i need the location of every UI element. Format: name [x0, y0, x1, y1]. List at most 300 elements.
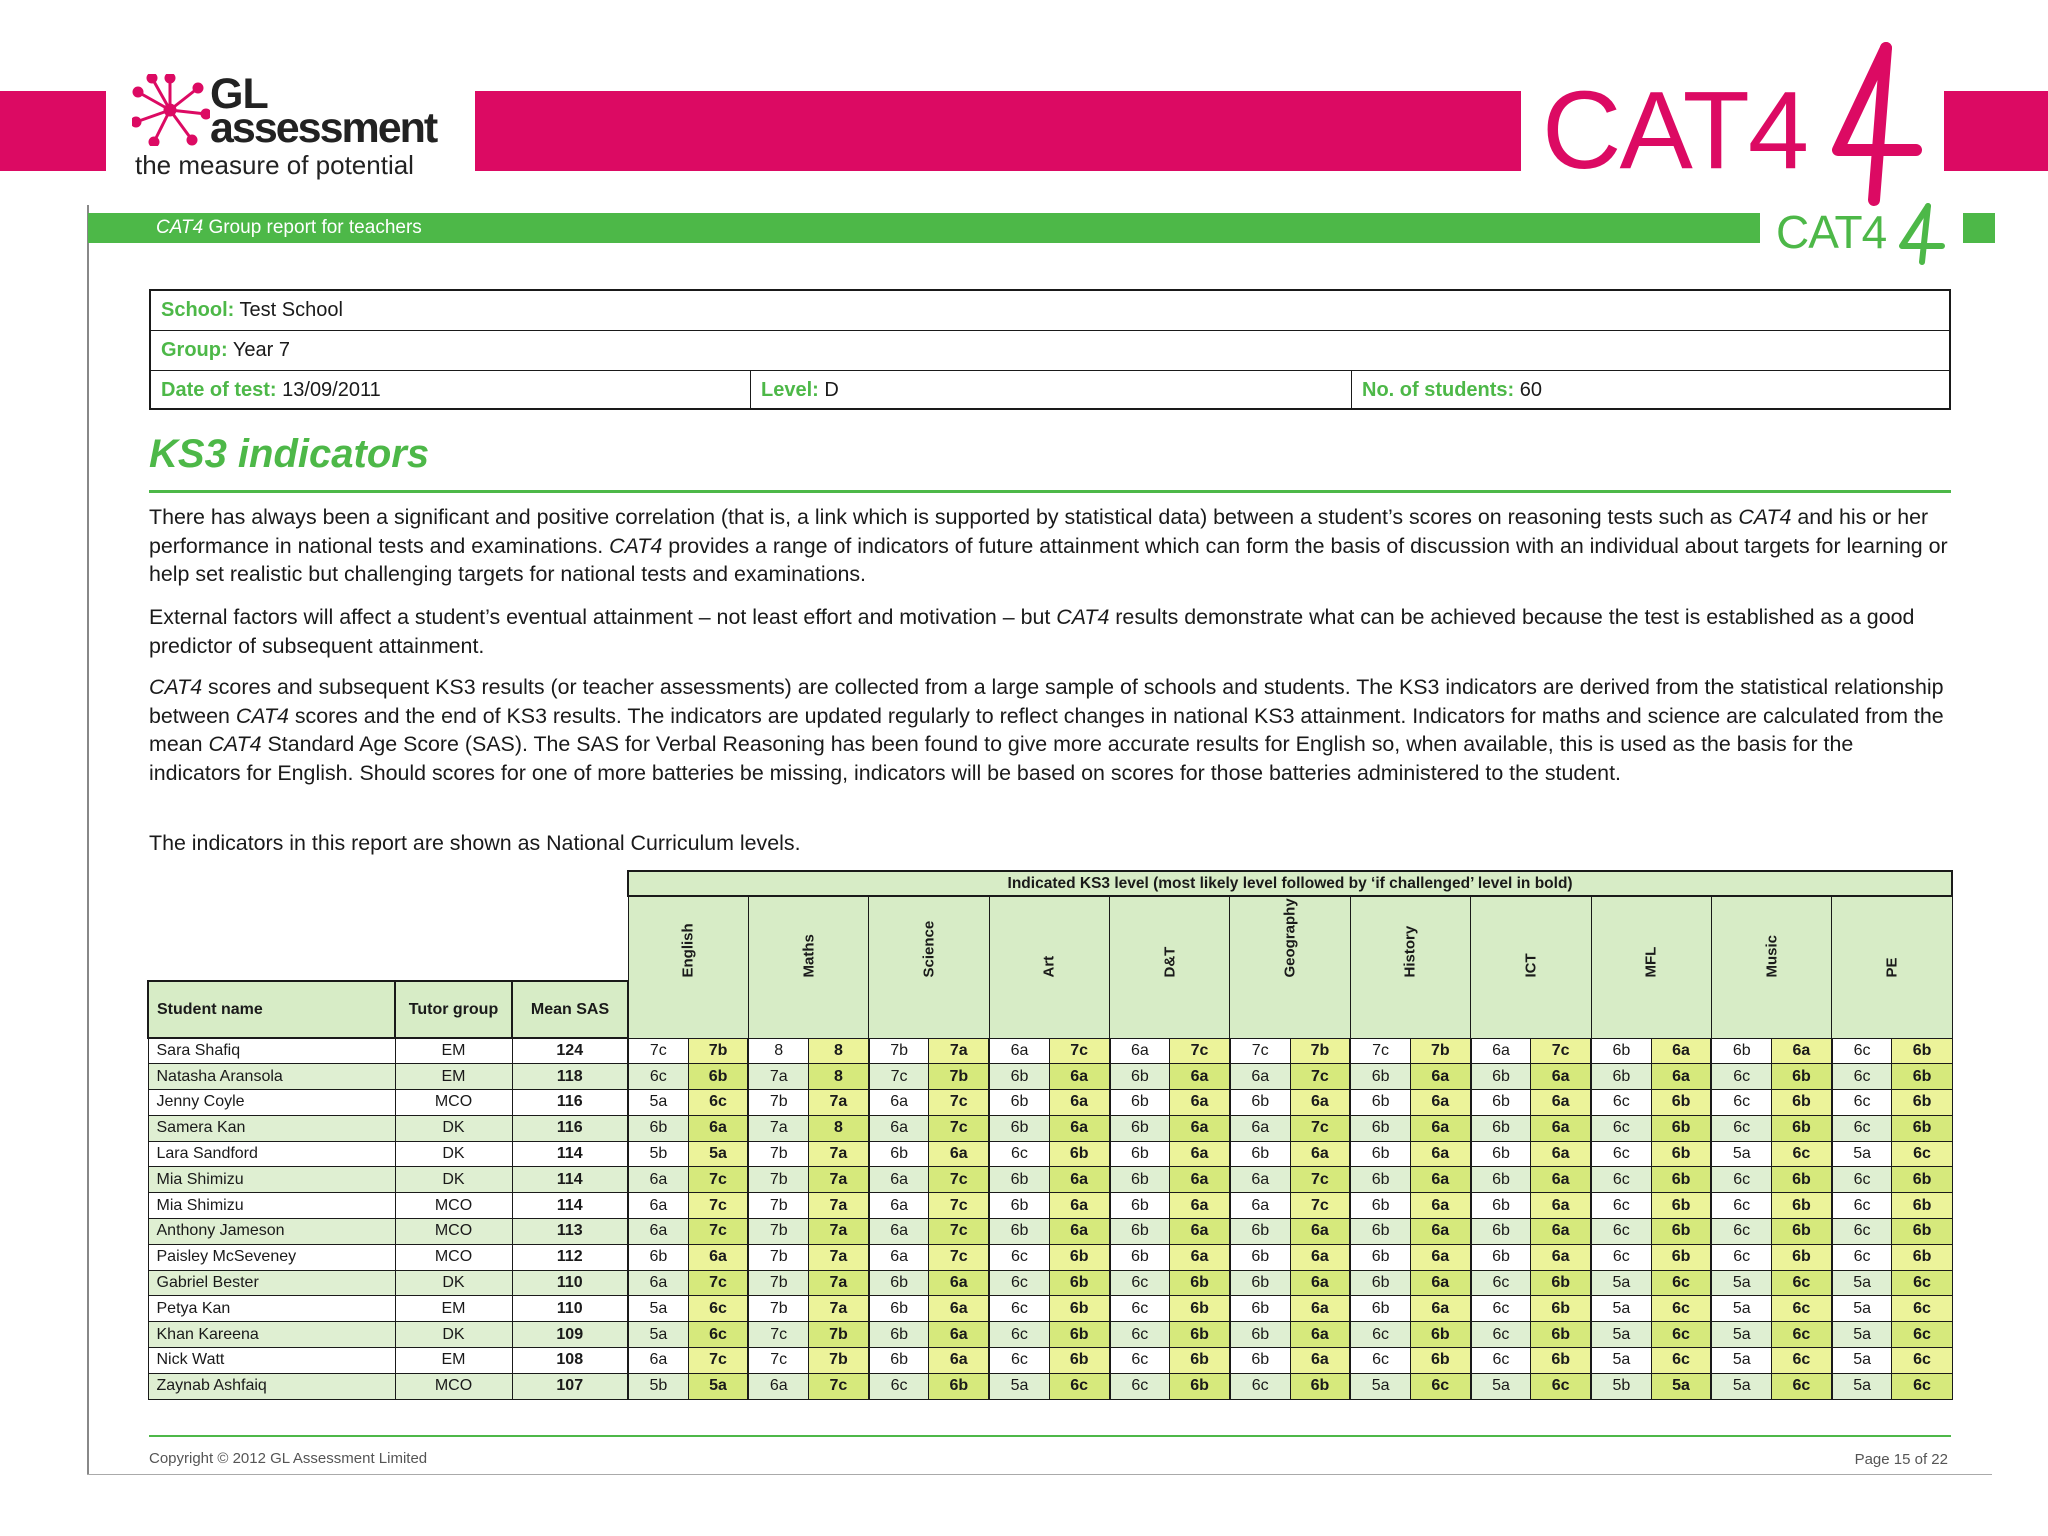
subject-label: Science: [920, 920, 938, 978]
table-row: [148, 1296, 1952, 1322]
likely-level-cell: 6c: [1832, 1115, 1892, 1141]
challenged-level-cell: 6a: [1290, 1090, 1350, 1116]
cat4-logo-small-text: CAT4: [1776, 206, 1887, 258]
tutor-group-cell: MCO: [395, 1193, 512, 1219]
school-info-box: [149, 289, 1951, 410]
likely-level-cell: 6a: [869, 1193, 929, 1219]
challenged-level-cell: 6b: [1892, 1090, 1952, 1116]
likely-level-cell: 6c: [1711, 1064, 1771, 1090]
challenged-level-cell: 6c: [1772, 1348, 1832, 1374]
table-row: [148, 1193, 1952, 1219]
likely-level-cell: 6c: [1230, 1373, 1290, 1399]
likely-level-cell: 7b: [748, 1244, 808, 1270]
challenged-level-cell: 7c: [688, 1270, 748, 1296]
challenged-level-cell: 6b: [1651, 1219, 1711, 1245]
challenged-level-cell: 6b: [1892, 1115, 1952, 1141]
challenged-level-cell: 6b: [1531, 1348, 1591, 1374]
challenged-level-cell: 6a: [1290, 1270, 1350, 1296]
table-row: [148, 1167, 1952, 1193]
likely-level-cell: 6c: [1832, 1244, 1892, 1270]
challenged-level-cell: 6a: [1290, 1348, 1350, 1374]
likely-level-cell: 6b: [1110, 1193, 1170, 1219]
likely-level-cell: 6b: [869, 1322, 929, 1348]
p1-text-e: provides a range of indicators of future attainment which can form the basis of discussion with an individual about targets for learning or help set realistic but challenging targets for national tests and examinations.: [149, 533, 1948, 586]
group-label: Group:: [161, 339, 228, 361]
likely-level-cell: 6b: [1230, 1322, 1290, 1348]
challenged-level-cell: 6b: [1651, 1244, 1711, 1270]
challenged-level-cell: 6a: [1410, 1270, 1470, 1296]
likely-level-cell: 6c: [989, 1322, 1049, 1348]
students-label: No. of students:: [1362, 379, 1515, 401]
challenged-level-cell: 6a: [1049, 1193, 1109, 1219]
p1-text-c: and his or her performance in national tests and examinations.: [149, 505, 1929, 558]
challenged-level-cell: 6a: [1049, 1090, 1109, 1116]
likely-level-cell: 6c: [1110, 1322, 1170, 1348]
challenged-level-cell: 6a: [1049, 1219, 1109, 1245]
challenged-level-cell: 6b: [1410, 1348, 1470, 1374]
likely-level-cell: 5a: [628, 1090, 688, 1116]
challenged-level-cell: 6a: [1410, 1167, 1470, 1193]
likely-level-cell: 6a: [748, 1373, 808, 1399]
challenged-level-cell: 6a: [1531, 1115, 1591, 1141]
challenged-level-cell: 6a: [1049, 1064, 1109, 1090]
challenged-level-cell: 7a: [809, 1219, 869, 1245]
challenged-level-cell: 6c: [1772, 1322, 1832, 1348]
likely-level-cell: 6c: [1711, 1193, 1771, 1219]
level-label: Level:: [761, 379, 819, 401]
student-name-cell: Natasha Aransola: [148, 1064, 395, 1090]
likely-level-cell: 6b: [1711, 1038, 1771, 1064]
challenged-level-cell: 6a: [929, 1141, 989, 1167]
likely-level-cell: 5a: [1591, 1322, 1651, 1348]
likely-level-cell: 6b: [1471, 1193, 1531, 1219]
subject-header-art: [989, 896, 1109, 1038]
student-name-cell: Petya Kan: [148, 1296, 395, 1322]
challenged-level-cell: 6c: [688, 1322, 748, 1348]
challenged-level-cell: 7c: [688, 1193, 748, 1219]
challenged-level-cell: 6a: [1290, 1141, 1350, 1167]
intro-paragraph-3: [149, 673, 1949, 787]
intro-paragraph-1: [149, 503, 1949, 589]
student-name-cell: Sara Shafiq: [148, 1038, 395, 1064]
likely-level-cell: 6a: [869, 1244, 929, 1270]
challenged-level-cell: 6b: [1651, 1090, 1711, 1116]
school-value: Test School: [234, 299, 343, 321]
likely-level-cell: 6c: [1711, 1167, 1771, 1193]
likely-level-cell: 5a: [1350, 1373, 1410, 1399]
likely-level-cell: 6b: [1110, 1090, 1170, 1116]
challenged-level-cell: 6a: [1170, 1115, 1230, 1141]
likely-level-cell: 7b: [748, 1167, 808, 1193]
challenged-level-cell: 6c: [1772, 1373, 1832, 1399]
likely-level-cell: 6c: [1711, 1115, 1771, 1141]
tutor-group-cell: DK: [395, 1167, 512, 1193]
group-value: Year 7: [227, 339, 290, 361]
student-name-cell: Zaynab Ashfaiq: [148, 1373, 395, 1399]
challenged-level-cell: 7b: [688, 1038, 748, 1064]
subject-label: History: [1401, 925, 1419, 978]
mean-sas-cell: 114: [512, 1167, 628, 1193]
likely-level-cell: 6c: [869, 1373, 929, 1399]
challenged-level-cell: 6b: [1170, 1373, 1230, 1399]
report-title-bar-end: [1963, 213, 1995, 243]
challenged-level-cell: 6a: [1531, 1167, 1591, 1193]
tutor-group-cell: DK: [395, 1115, 512, 1141]
likely-level-cell: 6b: [1471, 1141, 1531, 1167]
table-corner-spacer: [148, 896, 628, 981]
challenged-level-cell: 6b: [1290, 1373, 1350, 1399]
likely-level-cell: 6a: [1110, 1038, 1170, 1064]
likely-level-cell: 6c: [989, 1296, 1049, 1322]
mean-sas-cell: 116: [512, 1115, 628, 1141]
challenged-level-cell: 6a: [1772, 1038, 1832, 1064]
challenged-level-cell: 6b: [1651, 1141, 1711, 1167]
challenged-level-cell: 6a: [1531, 1141, 1591, 1167]
cat4-logo-large-text: CAT4: [1542, 69, 1808, 192]
likely-level-cell: 7c: [628, 1038, 688, 1064]
mean-sas-cell: 110: [512, 1270, 628, 1296]
challenged-level-cell: 6b: [1170, 1348, 1230, 1374]
challenged-level-cell: 6b: [929, 1373, 989, 1399]
challenged-level-cell: 6b: [688, 1064, 748, 1090]
challenged-level-cell: 7b: [1410, 1038, 1470, 1064]
date-cell: [151, 371, 751, 410]
school-row: [151, 291, 1949, 331]
challenged-level-cell: 6a: [1170, 1219, 1230, 1245]
likely-level-cell: 5a: [1591, 1296, 1651, 1322]
likely-level-cell: 6a: [989, 1038, 1049, 1064]
tutor-group-cell: EM: [395, 1296, 512, 1322]
likely-level-cell: 7b: [748, 1296, 808, 1322]
subject-label: ICT: [1522, 953, 1540, 978]
table-row: [148, 1038, 1952, 1064]
challenged-level-cell: 7a: [809, 1193, 869, 1219]
mean-sas-cell: 114: [512, 1193, 628, 1219]
likely-level-cell: 5a: [1711, 1322, 1771, 1348]
level-cell: [751, 371, 1352, 410]
likely-level-cell: 6c: [1591, 1219, 1651, 1245]
likely-level-cell: 7b: [748, 1090, 808, 1116]
likely-level-cell: 5a: [628, 1322, 688, 1348]
tutor-group-cell: DK: [395, 1141, 512, 1167]
challenged-level-cell: 6a: [1531, 1219, 1591, 1245]
challenged-level-cell: 7c: [929, 1193, 989, 1219]
challenged-level-cell: 6c: [1531, 1373, 1591, 1399]
likely-level-cell: 6a: [1230, 1115, 1290, 1141]
p3-text-b: scores and subsequent KS3 results (or teacher assessments) are collected from a large sample of schools and students. The KS3 indicators are derived from the statistical relationship between: [149, 675, 1944, 728]
challenged-level-cell: 6a: [688, 1115, 748, 1141]
tutor-group-cell: EM: [395, 1348, 512, 1374]
likely-level-cell: 6b: [989, 1193, 1049, 1219]
likely-level-cell: 7c: [1350, 1038, 1410, 1064]
tutor-group-cell: MCO: [395, 1244, 512, 1270]
likely-level-cell: 6c: [989, 1348, 1049, 1374]
header-band-left: [0, 91, 106, 171]
table-row: [148, 1219, 1952, 1245]
subject-label: D&T: [1161, 946, 1179, 978]
likely-level-cell: 6c: [1832, 1064, 1892, 1090]
challenged-level-cell: 6a: [1410, 1064, 1470, 1090]
challenged-level-cell: 6a: [929, 1270, 989, 1296]
likely-level-cell: 6b: [1591, 1064, 1651, 1090]
likely-level-cell: 6c: [1591, 1115, 1651, 1141]
table-row: [148, 1373, 1952, 1399]
date-value: 13/09/2011: [276, 379, 381, 401]
likely-level-cell: 6b: [1350, 1115, 1410, 1141]
report-title-text: [156, 217, 422, 239]
likely-level-cell: 6c: [1471, 1348, 1531, 1374]
likely-level-cell: 6c: [1832, 1167, 1892, 1193]
col-mean-sas: Mean SAS: [512, 981, 628, 1038]
likely-level-cell: 6a: [628, 1270, 688, 1296]
page-bottom-rule: [87, 1474, 1992, 1475]
mean-sas-cell: 108: [512, 1348, 628, 1374]
likely-level-cell: 7b: [869, 1038, 929, 1064]
likely-level-cell: 6c: [1471, 1296, 1531, 1322]
student-name-cell: Gabriel Bester: [148, 1270, 395, 1296]
p1-text-a: There has always been a significant and positive correlation (that is, a link which is supported by statistical data) between a student’s scores on reasoning tests such as: [149, 505, 1739, 529]
likely-level-cell: 6b: [1110, 1244, 1170, 1270]
likely-level-cell: 6c: [989, 1141, 1049, 1167]
likely-level-cell: 6a: [628, 1219, 688, 1245]
student-name-cell: Lara Sandford: [148, 1141, 395, 1167]
challenged-level-cell: 6b: [1049, 1322, 1109, 1348]
page-number: Page 15 of 22: [1854, 1451, 1948, 1468]
challenged-level-cell: 6b: [1170, 1270, 1230, 1296]
challenged-level-cell: 7a: [809, 1296, 869, 1322]
likely-level-cell: 6c: [1110, 1296, 1170, 1322]
tutor-group-cell: EM: [395, 1064, 512, 1090]
mean-sas-cell: 116: [512, 1090, 628, 1116]
likely-level-cell: 6b: [1230, 1141, 1290, 1167]
header-band-middle: [475, 91, 1521, 171]
challenged-level-cell: 6c: [1772, 1141, 1832, 1167]
gl-logo-tagline: the measure of potential: [135, 150, 414, 180]
challenged-level-cell: 6b: [1772, 1090, 1832, 1116]
challenged-level-cell: 6b: [1772, 1115, 1832, 1141]
subject-header-music: [1711, 896, 1831, 1038]
likely-level-cell: 6b: [1471, 1064, 1531, 1090]
challenged-level-cell: 6b: [1892, 1244, 1952, 1270]
likely-level-cell: 6c: [1591, 1193, 1651, 1219]
student-name-cell: Jenny Coyle: [148, 1090, 395, 1116]
challenged-level-cell: 6a: [1170, 1090, 1230, 1116]
challenged-level-cell: 6b: [1772, 1244, 1832, 1270]
likely-level-cell: 6b: [1350, 1219, 1410, 1245]
challenged-level-cell: 6c: [1651, 1296, 1711, 1322]
challenged-level-cell: 6a: [1531, 1244, 1591, 1270]
likely-level-cell: 6a: [1471, 1038, 1531, 1064]
student-name-cell: Mia Shimizu: [148, 1167, 395, 1193]
likely-level-cell: 6b: [1230, 1348, 1290, 1374]
challenged-level-cell: 6a: [1290, 1244, 1350, 1270]
likely-level-cell: 6a: [1230, 1193, 1290, 1219]
table-corner-spacer: [148, 871, 628, 896]
challenged-level-cell: 6c: [1651, 1322, 1711, 1348]
challenged-level-cell: 6b: [1892, 1038, 1952, 1064]
likely-level-cell: 7b: [748, 1141, 808, 1167]
challenged-level-cell: 6a: [1410, 1115, 1470, 1141]
likely-level-cell: 6b: [1591, 1038, 1651, 1064]
likely-level-cell: 7b: [748, 1219, 808, 1245]
likely-level-cell: 6c: [1711, 1219, 1771, 1245]
likely-level-cell: 5a: [1471, 1373, 1531, 1399]
challenged-level-cell: 6b: [1410, 1322, 1470, 1348]
likely-level-cell: 6a: [869, 1167, 929, 1193]
challenged-level-cell: 6b: [1772, 1219, 1832, 1245]
challenged-level-cell: 6c: [688, 1090, 748, 1116]
subject-header-maths: [748, 896, 868, 1038]
likely-level-cell: 5a: [1832, 1373, 1892, 1399]
challenged-level-cell: 6a: [1531, 1193, 1591, 1219]
challenged-level-cell: 6b: [1892, 1193, 1952, 1219]
p2-text-a: External factors will affect a student’s eventual attainment – not least effort and motivation – but: [149, 605, 1057, 629]
likely-level-cell: 6c: [1832, 1219, 1892, 1245]
col-tutor-group: Tutor group: [395, 981, 512, 1038]
challenged-level-cell: 6a: [1410, 1296, 1470, 1322]
likely-level-cell: 6a: [1230, 1064, 1290, 1090]
likely-level-cell: 6c: [1591, 1090, 1651, 1116]
mean-sas-cell: 107: [512, 1373, 628, 1399]
challenged-level-cell: 7c: [1170, 1038, 1230, 1064]
likely-level-cell: 5b: [1591, 1373, 1651, 1399]
challenged-level-cell: 6a: [929, 1348, 989, 1374]
likely-level-cell: 6b: [1110, 1064, 1170, 1090]
challenged-level-cell: 6a: [1410, 1244, 1470, 1270]
likely-level-cell: 6b: [1350, 1090, 1410, 1116]
cat4-logo-large: [1538, 40, 1928, 210]
subject-label: Music: [1763, 934, 1781, 978]
challenged-level-cell: 6c: [1892, 1141, 1952, 1167]
likely-level-cell: 6b: [1110, 1167, 1170, 1193]
p3-text-d: scores and the end of KS3 results. The indicators are updated regularly to reflect changes in national KS3 attainment. Indicators for maths and science are calculated from the mean: [149, 703, 1944, 756]
challenged-level-cell: 7c: [688, 1167, 748, 1193]
likely-level-cell: 6c: [1711, 1090, 1771, 1116]
challenged-level-cell: 6c: [1892, 1296, 1952, 1322]
challenged-level-cell: 7b: [1290, 1038, 1350, 1064]
challenged-level-cell: 6b: [1049, 1244, 1109, 1270]
likely-level-cell: 5a: [1711, 1296, 1771, 1322]
table-row: [148, 1270, 1952, 1296]
challenged-level-cell: 6a: [1170, 1064, 1230, 1090]
left-margin-rule: [87, 205, 89, 1475]
challenged-level-cell: 6b: [1049, 1270, 1109, 1296]
likely-level-cell: 5a: [1591, 1348, 1651, 1374]
subject-header-science: [869, 896, 989, 1038]
likely-level-cell: 6b: [1230, 1090, 1290, 1116]
challenged-level-cell: 6c: [1772, 1296, 1832, 1322]
challenged-level-cell: 6b: [1049, 1348, 1109, 1374]
likely-level-cell: 6b: [1110, 1115, 1170, 1141]
challenged-level-cell: 7c: [929, 1090, 989, 1116]
challenged-level-cell: 6a: [1410, 1193, 1470, 1219]
challenged-level-cell: 6c: [1892, 1270, 1952, 1296]
tutor-group-cell: DK: [395, 1270, 512, 1296]
likely-level-cell: 6c: [1591, 1167, 1651, 1193]
challenged-level-cell: 6a: [1410, 1090, 1470, 1116]
challenged-level-cell: 7a: [809, 1244, 869, 1270]
challenged-level-cell: 8: [809, 1115, 869, 1141]
title-divider: [149, 490, 1951, 493]
challenged-level-cell: 6a: [1049, 1167, 1109, 1193]
likely-level-cell: 5a: [989, 1373, 1049, 1399]
student-name-cell: Nick Watt: [148, 1348, 395, 1374]
likely-level-cell: 6b: [1350, 1141, 1410, 1167]
challenged-level-cell: 7c: [929, 1219, 989, 1245]
mean-sas-cell: 113: [512, 1219, 628, 1245]
challenged-level-cell: 6a: [929, 1296, 989, 1322]
challenged-level-cell: 7b: [809, 1348, 869, 1374]
likely-level-cell: 6b: [1471, 1167, 1531, 1193]
challenged-level-cell: 8: [809, 1064, 869, 1090]
students-value: 60: [1514, 379, 1543, 401]
subject-label: English: [679, 923, 697, 978]
subject-label: Maths: [800, 933, 818, 978]
p3-text-c: CAT4: [235, 703, 289, 728]
copyright-text: Copyright © 2012 GL Assessment Limited: [149, 1450, 428, 1467]
likely-level-cell: 5b: [628, 1373, 688, 1399]
challenged-level-cell: 6b: [1531, 1322, 1591, 1348]
challenged-level-cell: 7c: [688, 1219, 748, 1245]
likely-level-cell: 6b: [869, 1296, 929, 1322]
gl-star-logo-icon: [132, 74, 210, 146]
challenged-level-cell: 6b: [1531, 1270, 1591, 1296]
challenged-level-cell: 6b: [1772, 1167, 1832, 1193]
challenged-level-cell: 7c: [1290, 1115, 1350, 1141]
challenged-level-cell: 6a: [1290, 1322, 1350, 1348]
challenged-level-cell: 6a: [1049, 1115, 1109, 1141]
mean-sas-cell: 109: [512, 1322, 628, 1348]
intro-paragraph-4: The indicators in this report are shown as National Curriculum levels.: [149, 831, 801, 855]
challenged-level-cell: 7c: [1290, 1167, 1350, 1193]
likely-level-cell: 6b: [1230, 1270, 1290, 1296]
likely-level-cell: 6a: [869, 1115, 929, 1141]
challenged-level-cell: 7a: [809, 1141, 869, 1167]
p2-text-c: results demonstrate what can be achieved because the test is established as a good predictor of subsequent attainment.: [149, 605, 1915, 658]
tutor-group-cell: MCO: [395, 1090, 512, 1116]
p1-text-b: CAT4: [1738, 505, 1792, 529]
challenged-level-cell: 6b: [1651, 1193, 1711, 1219]
table-row: [148, 1115, 1952, 1141]
likely-level-cell: 6b: [1471, 1115, 1531, 1141]
likely-level-cell: 5a: [1832, 1296, 1892, 1322]
likely-level-cell: 6b: [1471, 1219, 1531, 1245]
challenged-level-cell: 7b: [929, 1064, 989, 1090]
likely-level-cell: 6b: [1350, 1270, 1410, 1296]
challenged-level-cell: 7c: [929, 1167, 989, 1193]
gl-logo-text: GL: [210, 70, 268, 118]
likely-level-cell: 6b: [989, 1064, 1049, 1090]
challenged-level-cell: 6a: [1170, 1244, 1230, 1270]
school-label: School:: [161, 299, 235, 321]
likely-level-cell: 6a: [869, 1219, 929, 1245]
likely-level-cell: 6b: [1471, 1090, 1531, 1116]
date-label: Date of test:: [161, 379, 277, 401]
challenged-level-cell: 6c: [1892, 1373, 1952, 1399]
likely-level-cell: 6b: [1350, 1296, 1410, 1322]
section-title: KS3 indicators: [149, 432, 430, 476]
likely-level-cell: 6c: [1350, 1348, 1410, 1374]
subject-header-geography: [1230, 896, 1350, 1038]
challenged-level-cell: 7c: [688, 1348, 748, 1374]
likely-level-cell: 7b: [748, 1193, 808, 1219]
likely-level-cell: 6b: [628, 1115, 688, 1141]
students-cell: [1352, 371, 1951, 410]
likely-level-cell: 5a: [1711, 1141, 1771, 1167]
challenged-level-cell: 6a: [1531, 1090, 1591, 1116]
challenged-level-cell: 6a: [929, 1322, 989, 1348]
report-title-product: CAT4: [156, 217, 204, 238]
